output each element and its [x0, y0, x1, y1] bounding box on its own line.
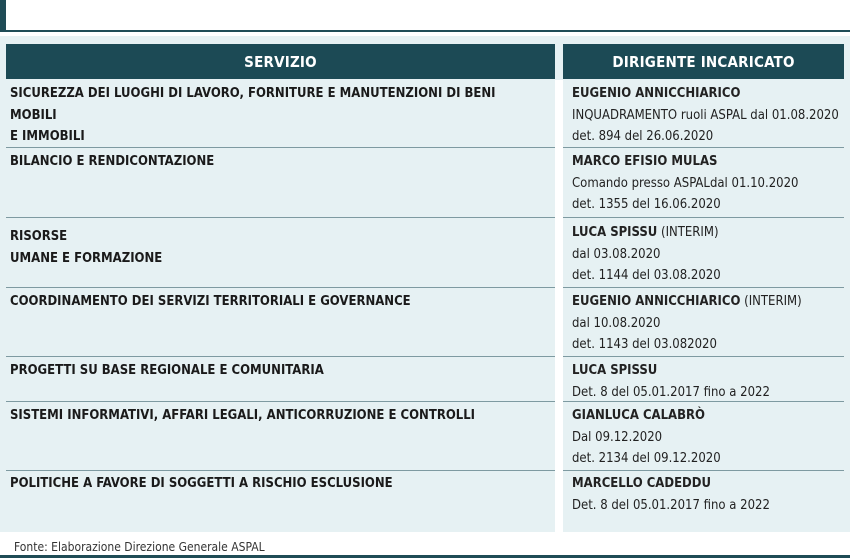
- row-separator: [6, 287, 555, 288]
- dirigente-name-line: [572, 473, 847, 495]
- servizio-cell: [10, 291, 530, 313]
- servizio-line: UMANE E FORMAZIONE: [10, 250, 163, 266]
- servizio-line: POLITICHE A FAVORE DI SOGGETTI A RISCHIO ESCLUSIONE: [10, 476, 393, 491]
- dirigente-cell: [572, 151, 847, 216]
- dirigente-detail: Det. 8 del 05.01.2017 fino a 2022: [572, 384, 770, 400]
- servizio-cell: [10, 405, 530, 427]
- row-separator: [6, 401, 555, 402]
- dirigente-name: EUGENIO ANNICCHIARICO: [572, 86, 741, 101]
- servizio-line: RISORSE: [10, 229, 68, 244]
- dirigente-name-line: [572, 291, 847, 313]
- dirigente-detail: det. 1143 del 03.082020: [572, 337, 717, 352]
- dirigente-cell: [572, 405, 847, 470]
- servizio-line: PROGETTI SU BASE REGIONALE E COMUNITARIA: [10, 363, 324, 378]
- row-separator: [6, 147, 555, 148]
- dirigente-detail: Det. 8 del 05.01.2017 fino a 2022: [572, 497, 770, 513]
- row-separator: [563, 401, 844, 402]
- dirigente-name: LUCA SPISSU: [572, 363, 658, 378]
- dirigente-name: MARCELLO CADEDDU: [572, 476, 711, 491]
- dirigente-note: (INTERIM): [657, 225, 719, 240]
- dirigente-name-line: [572, 151, 847, 173]
- row-separator: [6, 470, 555, 471]
- row-separator: [563, 287, 844, 288]
- row-separator: [563, 217, 844, 218]
- dirigente-cell: [572, 360, 847, 403]
- servizio-line: COORDINAMENTO DEI SERVIZI TERRITORIALI E GOVERNANCE: [10, 294, 411, 309]
- dirigente-detail: det. 1355 del 16.06.2020: [572, 197, 721, 212]
- dirigente-cell: [572, 291, 847, 356]
- servizio-line: SISTEMI INFORMATIVI, AFFARI LEGALI, ANTICORRUZIONE E CONTROLLI: [10, 408, 476, 423]
- top-bar: [0, 0, 850, 32]
- column-divider: [555, 80, 563, 532]
- dirigente-name-line: [572, 222, 847, 244]
- dirigente-name-line: [572, 360, 847, 382]
- row-separator: [563, 147, 844, 148]
- servizio-cell: [10, 360, 530, 382]
- dirigente-detail: Dal 09.12.2020: [572, 429, 663, 445]
- dirigente-name: MARCO EFISIO MULAS: [572, 154, 718, 169]
- dirigente-name: GIANLUCA CALABRÒ: [572, 408, 705, 423]
- servizio-cell: [10, 83, 530, 148]
- dirigente-cell: [572, 222, 847, 287]
- dirigente-detail: det. 1144 del 03.08.2020: [572, 268, 721, 283]
- header-dirigente: DIRIGENTE INCARICATO: [563, 44, 844, 79]
- dirigente-name: LUCA SPISSU: [572, 225, 658, 240]
- servizio-cell: [10, 151, 530, 173]
- dirigente-name: EUGENIO ANNICCHIARICO: [572, 294, 741, 309]
- source-note: Fonte: Elaborazione Direzione Generale ASPAL: [14, 540, 265, 554]
- dirigente-detail: dal 03.08.2020: [572, 246, 661, 262]
- dirigente-detail: det. 894 del 26.06.2020: [572, 129, 714, 144]
- servizio-line: SICUREZZA DEI LUOGHI DI LAVORO, FORNITURE E MANUTENZIONI DI BENI MOBILI: [10, 86, 496, 123]
- dirigente-detail: INQUADRAMENTO ruoli ASPAL dal 01.08.2020: [572, 107, 839, 123]
- header-servizio: SERVIZIO: [6, 44, 555, 79]
- servizio-cell: [10, 226, 530, 269]
- dirigente-cell: [572, 473, 847, 516]
- dirigente-detail: det. 2134 del 09.12.2020: [572, 451, 721, 466]
- servizio-cell: [10, 473, 530, 495]
- dirigente-cell: [572, 83, 847, 148]
- dirigente-note: (INTERIM): [740, 294, 802, 309]
- dirigente-name-line: [572, 405, 847, 427]
- row-separator: [6, 356, 555, 357]
- servizio-line: E IMMOBILI: [10, 129, 85, 144]
- top-bar-accent: [0, 0, 6, 30]
- servizio-line: BILANCIO E RENDICONTAZIONE: [10, 154, 215, 169]
- dirigente-name-line: [572, 83, 847, 105]
- row-separator: [563, 356, 844, 357]
- row-separator: [563, 470, 844, 471]
- row-separator: [6, 217, 555, 218]
- dirigente-detail: dal 10.08.2020: [572, 315, 661, 331]
- dirigente-detail: Comando presso ASPALdal 01.10.2020: [572, 175, 799, 191]
